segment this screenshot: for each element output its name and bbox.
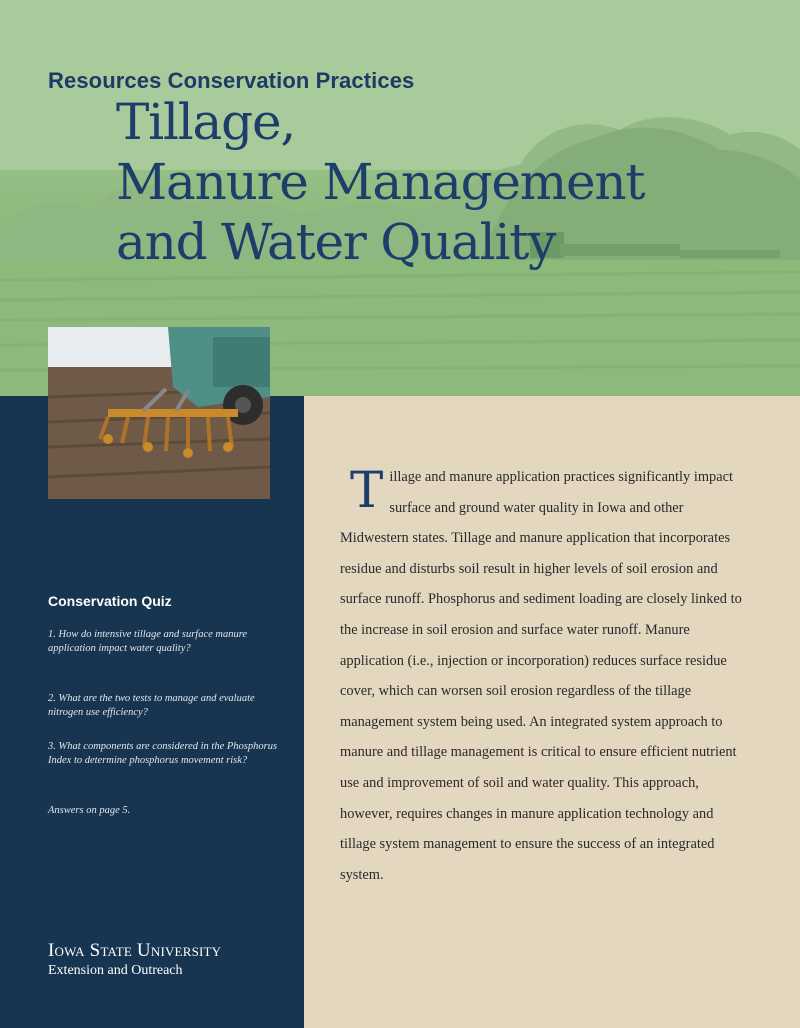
quiz-question-3: 3. What components are considered in the Phosphorus Index to determine phosphorus movement risk? (48, 741, 278, 766)
manure-injector-image (48, 327, 270, 499)
quiz-question-1: 1. How do intensive tillage and surface manure application impact water quality? (48, 629, 248, 654)
university-logo: Iowa State University (48, 940, 222, 961)
manure-injector-photo (48, 327, 270, 499)
drop-cap: T (350, 461, 384, 519)
intro-text: illage and manure application practices significantly impact surface and ground water quality in Iowa and other Midwestern states. Tillage and manure application that incorporates residue and disturbs soil result in higher levels of soil erosion and surface runoff. Phosphorus and sediment loading are closely linked to the increase in soil erosion and surface water runoff. Manure application (i.e., injection or incorporation) reduces surface residue cover, which can worsen soil erosion regardless of the tillage management system being used. An integrated system approach to manure and tillage management is critical to ensure efficient nutrient use and improvement of soil and water quality. This approach, however, requires changes in manure application technology and tillage system management to ensure the success of an integrated system. (340, 469, 742, 883)
page-title (116, 92, 756, 272)
intro-paragraph (340, 462, 750, 890)
title-line-3: and Water Quality (116, 213, 556, 271)
quiz-answers-note: Answers on page 5. (48, 805, 131, 816)
quiz-question-2: 2. What are the two tests to manage and evaluate nitrogen use efficiency? (48, 693, 255, 718)
university-unit: Extension and Outreach (48, 963, 183, 978)
title-line-1: Tillage, (116, 93, 296, 151)
title-line-2: Manure Management (116, 153, 645, 211)
quiz-heading: Conservation Quiz (48, 593, 172, 609)
series-kicker: Resources Conservation Practices (48, 68, 415, 93)
